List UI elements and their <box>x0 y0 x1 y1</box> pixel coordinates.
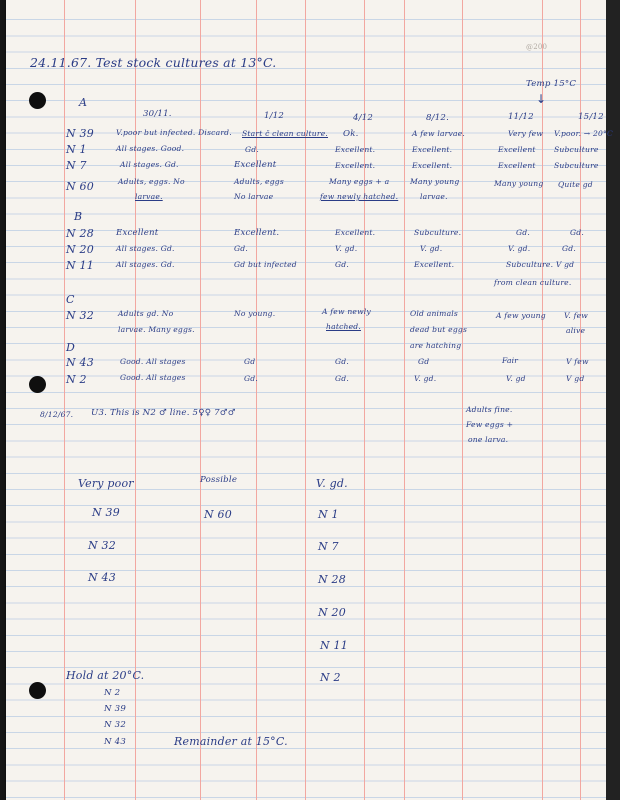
list-item: N 43 <box>104 737 126 747</box>
cell: Start č clean culture. <box>242 129 329 138</box>
cell: Excellent <box>234 160 277 170</box>
cell: from clean culture. <box>494 278 572 287</box>
list-item: N 32 <box>88 539 116 552</box>
cell: larvae. <box>135 192 163 201</box>
cell: Excellent <box>498 161 536 170</box>
column-line <box>305 0 306 800</box>
date-header: 11/12 <box>508 112 534 122</box>
cell: alive <box>566 326 586 335</box>
pencil-mark: @200 <box>526 43 548 51</box>
date-header: 1/12 <box>264 111 285 121</box>
group-label: C <box>66 293 75 306</box>
cell: V gd <box>566 374 585 383</box>
cell: Excellent. <box>335 145 376 154</box>
punch-hole <box>29 376 46 393</box>
remainder-note: Remainder at 15°C. <box>174 735 288 748</box>
row-label: N 1 <box>66 143 87 156</box>
margin-line <box>64 0 65 800</box>
cell: Fair <box>502 356 519 365</box>
cell: Excellent <box>498 145 536 154</box>
cell: Excellent. <box>335 161 376 170</box>
cell: Excellent. <box>234 228 280 238</box>
row-label: N 20 <box>66 243 94 256</box>
row-label: N 28 <box>66 227 94 240</box>
cell: Adults, eggs. No <box>118 177 185 186</box>
column-line <box>462 0 463 800</box>
cell: Gd. <box>335 357 349 366</box>
row-label: N 2 <box>66 373 87 386</box>
down-arrow-icon: ↓ <box>536 92 547 106</box>
punch-hole <box>29 682 46 699</box>
category-heading: Very poor <box>78 477 134 490</box>
hold-heading: Hold at 20°C. <box>66 669 145 682</box>
temp-label: Temp 15°C <box>526 79 577 89</box>
column-line <box>404 0 405 800</box>
cell: All stages. Good. <box>116 144 185 153</box>
cell: V. gd. <box>420 244 443 253</box>
column-line <box>256 0 257 800</box>
row-label: N 39 <box>66 127 94 140</box>
row-label: N 11 <box>66 259 94 272</box>
cell: Gd but infected <box>234 260 297 269</box>
cell: V. few <box>564 311 588 320</box>
cell: Excellent. <box>414 260 455 269</box>
cell: Gd. <box>244 374 258 383</box>
cell: Many young <box>410 177 460 186</box>
cell: Excellent. <box>412 161 453 170</box>
cell: Quite gd <box>558 180 593 189</box>
cell: All stages. Gd. <box>116 244 175 253</box>
column-line <box>200 0 201 800</box>
list-item: N 43 <box>88 571 116 584</box>
cell: larvae. Many eggs. <box>118 325 195 334</box>
group-label: B <box>74 210 83 223</box>
note-line: Adults fine. <box>466 405 513 414</box>
cell: Good. All stages <box>120 357 186 366</box>
group-label: A <box>79 96 88 109</box>
list-item: N 2 <box>104 688 121 698</box>
cell: Gd. <box>234 244 248 253</box>
cell: Gd. <box>570 228 584 237</box>
row-label: N 32 <box>66 309 94 322</box>
page-title: 24.11.67. Test stock cultures at 13°C. <box>30 55 277 70</box>
date-header: 4/12 <box>353 113 374 123</box>
cell: All stages. Gd. <box>116 260 175 269</box>
date-header: 15/12 <box>578 112 604 122</box>
cell: Gd. <box>516 228 530 237</box>
cell: Subculture <box>554 161 599 170</box>
cell: Adults, eggs <box>234 177 284 186</box>
cell: Gd. <box>335 374 349 383</box>
cell: A few newly <box>322 307 371 316</box>
cell: V few <box>566 357 589 366</box>
cell: Old animals <box>410 309 459 318</box>
list-item: N 11 <box>320 639 348 652</box>
category-heading: Possible <box>200 475 238 485</box>
category-heading: V. gd. <box>316 477 348 490</box>
row-label: N 7 <box>66 159 87 172</box>
cell: No larvae <box>234 192 274 201</box>
list-item: N 28 <box>318 573 346 586</box>
cell: Gd. <box>245 145 259 154</box>
cell: V. gd <box>506 374 526 383</box>
cell: Gd <box>418 357 430 366</box>
cell: Excellent. <box>412 145 453 154</box>
date-header: 8/12. <box>426 113 450 123</box>
cell: Very few <box>508 129 544 138</box>
cell: Excellent. <box>335 228 376 237</box>
cell: Gd. <box>562 244 576 253</box>
cell: Excellent <box>116 228 159 238</box>
cell: V. gd. <box>508 244 531 253</box>
cell: No young. <box>234 309 276 318</box>
note-line: one larva. <box>468 435 509 444</box>
list-item: N 32 <box>104 720 126 730</box>
cell: Ok. <box>343 129 359 139</box>
cell: Gd. <box>335 260 349 269</box>
cell: All stages. Gd. <box>120 160 179 169</box>
cell: V.poor. → 20°C <box>554 129 614 138</box>
cell: hatched. <box>326 322 361 331</box>
cell: V. gd. <box>335 244 358 253</box>
cell: Good. All stages <box>120 373 186 382</box>
punch-hole <box>29 92 46 109</box>
note-line: Few eggs + <box>466 420 514 429</box>
list-item: N 7 <box>318 540 339 553</box>
cell: are hatching <box>410 341 462 350</box>
list-item: N 39 <box>104 704 126 714</box>
cell: dead but eggs <box>410 325 468 334</box>
column-line <box>542 0 543 800</box>
cell: Subculture <box>554 145 599 154</box>
cell: V.poor but infected. Discard. <box>116 128 232 137</box>
page-edge <box>606 0 620 800</box>
row-label: N 43 <box>66 356 94 369</box>
cell: V. gd. <box>414 374 437 383</box>
list-item: N 39 <box>92 506 120 519</box>
row-label: N 60 <box>66 180 94 193</box>
cell: Subculture. V gd <box>506 260 575 269</box>
cell: Gd <box>244 357 256 366</box>
cell: Many young <box>494 179 544 188</box>
date-header: 30/11. <box>143 109 172 119</box>
cell: few newly hatched. <box>320 192 399 201</box>
group-label: D <box>66 341 76 354</box>
cell: Subculture. <box>414 228 462 237</box>
list-item: N 1 <box>318 508 339 521</box>
list-item: N 20 <box>318 606 346 619</box>
cell: A few larvae. <box>412 129 466 138</box>
note-date: 8/12/67. <box>40 410 74 419</box>
list-item: N 60 <box>204 508 232 521</box>
cell: Many eggs + a <box>329 177 390 186</box>
list-item: N 2 <box>320 671 341 684</box>
cell: A few young <box>496 311 546 320</box>
note-text: U3. This is N2 ♂ line. 5♀♀ 7♂♂ <box>91 408 236 418</box>
cell: larvae. <box>420 192 448 201</box>
cell: Adults gd. No <box>118 309 174 318</box>
